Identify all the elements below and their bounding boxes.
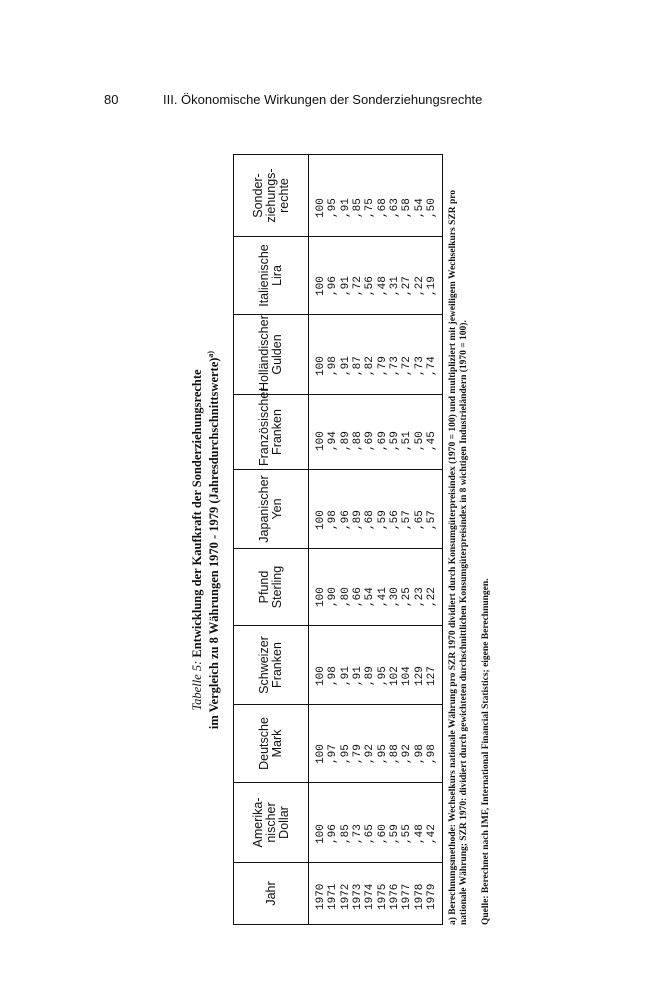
table-cell: 1975 [376, 883, 389, 910]
table-cell: ,66 [352, 587, 365, 607]
col-header-szr: Sonder-ziehungs-rechte [234, 155, 309, 237]
table-cell: ,91 [352, 666, 365, 686]
table-cell: ,94 [327, 431, 340, 451]
table-cell: 100 [315, 824, 328, 844]
table-cell: ,42 [425, 824, 438, 844]
table-cell: ,56 [364, 276, 377, 296]
col-header-usd: Amerika-nischer Dollar [234, 783, 309, 863]
purchasing-power-table [233, 154, 443, 925]
table-cell: ,54 [413, 198, 426, 218]
table-cell: ,73 [413, 356, 426, 376]
table-cell: 1973 [352, 883, 365, 910]
col-header-jahr: Jahr [234, 863, 309, 925]
table-cell: ,72 [401, 356, 414, 376]
table-cell: ,75 [364, 198, 377, 218]
table-cell: 1978 [413, 883, 426, 910]
table-cell: ,57 [401, 510, 414, 530]
table-subtitle: im Vergleich zu 8 Währungen 1970 - 1979 (Jahresdurchschnittswerte) [207, 357, 222, 730]
table-cell: ,41 [376, 587, 389, 607]
itl-column-cells [315, 237, 438, 296]
table-cell: ,98 [327, 356, 340, 376]
table-cell: 100 [315, 587, 328, 607]
footnote-a: a) Berechnungsmethode: Wechselkurs nationale Währung pro SZR 1970 dividiert durch Konsumgüterpreisindex (1970 = 100) und multipliziert mit jeweiligem Wechselkurs SZR pro nationale Währung; SZR 1970: dividiert durch gewichteten durchschnittlichen Konsumgüterpreisindex in 8 wichtigen Industrieländern (1970 = 100). [448, 189, 469, 925]
table-cell: ,79 [376, 356, 389, 376]
table-cell: ,74 [425, 356, 438, 376]
table-cell: ,89 [352, 510, 365, 530]
table-cell: 129 [413, 666, 426, 686]
table-cell: ,69 [364, 431, 377, 451]
table-cell: ,31 [388, 276, 401, 296]
table-cell: 1976 [388, 883, 401, 910]
usd-column-cells [315, 783, 438, 844]
table-cell: 102 [388, 666, 401, 686]
table-cell: ,23 [413, 587, 426, 607]
table-cell: ,63 [388, 198, 401, 218]
chf-column-cells [315, 626, 438, 686]
col-header-gbp: Pfund Sterling [234, 549, 309, 626]
table-cell: ,60 [376, 824, 389, 844]
table-cell: ,95 [339, 744, 352, 764]
table-cell: ,98 [327, 510, 340, 530]
table-cell: ,69 [376, 431, 389, 451]
table-cell: ,56 [388, 510, 401, 530]
table-cell: ,45 [425, 431, 438, 451]
table-cell: ,98 [413, 744, 426, 764]
table-cell: 100 [315, 356, 328, 376]
year-column-cells [315, 863, 438, 910]
table-cell: ,96 [327, 824, 340, 844]
table-cell: ,22 [413, 276, 426, 296]
table-cell: ,91 [339, 356, 352, 376]
table-cell: 100 [315, 666, 328, 686]
col-header-jpy: Japanischer Yen [234, 470, 309, 549]
table-cell: ,88 [352, 431, 365, 451]
table-cell: ,48 [413, 824, 426, 844]
table-label: Tabelle 5: [190, 660, 204, 711]
chapter-title: III. Ökonomische Wirkungen der Sonderziehungsrechte [163, 92, 483, 107]
table-cell: 1971 [327, 883, 340, 910]
col-header-dm: Deutsche Mark [234, 705, 309, 783]
table-cell: ,57 [425, 510, 438, 530]
table-cell: ,95 [327, 198, 340, 218]
table-cell: 100 [315, 744, 328, 764]
table-cell: 127 [425, 666, 438, 686]
table-caption [190, 155, 221, 925]
page-number: 80 [104, 92, 119, 107]
jpy-column-cells [315, 470, 438, 530]
table-cell: ,27 [401, 276, 414, 296]
table-cell: ,79 [352, 744, 365, 764]
footnote-marker: a) [206, 350, 215, 358]
table-cell: ,95 [376, 744, 389, 764]
table-cell: ,82 [364, 356, 377, 376]
table-cell: ,59 [388, 431, 401, 451]
table-cell: ,58 [401, 198, 414, 218]
nlg-column-cells [315, 315, 438, 376]
table-cell: ,54 [364, 587, 377, 607]
col-header-frf: Französischer Franken [234, 395, 309, 470]
table-cell: ,98 [327, 666, 340, 686]
table-cell: ,55 [401, 824, 414, 844]
table-cell: ,65 [413, 510, 426, 530]
table-cell: 100 [315, 198, 328, 218]
table-cell: ,88 [388, 744, 401, 764]
table-cell: ,87 [352, 356, 365, 376]
table-cell: 100 [315, 276, 328, 296]
dm-column-cells [315, 705, 438, 764]
table-cell: 1977 [401, 883, 414, 910]
source-note: Quelle: Berechnet nach IMF, International Financial Statistics; eigene Berechnungen. [480, 578, 491, 925]
frf-column-cells [315, 395, 438, 451]
table-cell: ,91 [339, 276, 352, 296]
table-footnotes [448, 155, 491, 925]
table-cell: ,96 [339, 510, 352, 530]
table-cell: ,22 [425, 587, 438, 607]
table-cell: ,59 [376, 510, 389, 530]
table-cell: ,85 [352, 198, 365, 218]
col-header-itl: Italienische Lira [234, 237, 309, 315]
col-header-nlg: Holländischer Gulden [234, 315, 309, 395]
gbp-column-cells [315, 549, 438, 607]
table-cell: ,90 [327, 587, 340, 607]
table-cell: ,51 [401, 431, 414, 451]
table-cell: ,85 [339, 824, 352, 844]
table-cell: ,68 [364, 510, 377, 530]
rotated-table-block [190, 155, 560, 925]
table-cell: ,48 [376, 276, 389, 296]
table-cell: ,19 [425, 276, 438, 296]
table-cell: 1970 [315, 883, 328, 910]
table-cell: ,97 [327, 744, 340, 764]
table-cell: ,50 [425, 198, 438, 218]
table-cell: 104 [401, 666, 414, 686]
table-cell: 100 [315, 431, 328, 451]
table-cell: ,89 [339, 431, 352, 451]
table-cell: ,73 [388, 356, 401, 376]
table-cell: ,50 [413, 431, 426, 451]
table-cell: ,98 [425, 744, 438, 764]
table-cell: ,65 [364, 824, 377, 844]
table-cell: ,92 [364, 744, 377, 764]
table-cell: ,68 [376, 198, 389, 218]
table-cell: ,59 [388, 824, 401, 844]
table-cell: ,92 [401, 744, 414, 764]
table-cell: ,25 [401, 587, 414, 607]
table-cell: ,91 [339, 666, 352, 686]
table-cell: ,96 [327, 276, 340, 296]
szr-column-cells [315, 155, 438, 218]
table-cell: ,95 [376, 666, 389, 686]
table-body-row [309, 155, 443, 925]
table-cell: ,30 [388, 587, 401, 607]
table-cell: 1979 [425, 883, 438, 910]
table-cell: ,89 [364, 666, 377, 686]
table-cell: 100 [315, 510, 328, 530]
col-header-chf: Schweizer Franken [234, 626, 309, 705]
table-cell: 1972 [339, 883, 352, 910]
table-cell: ,72 [352, 276, 365, 296]
table-cell: 1974 [364, 883, 377, 910]
table-cell: ,80 [339, 587, 352, 607]
table-title: Entwicklung der Kaufkraft der Sonderziehungsrechte [190, 369, 204, 658]
page-header [0, 92, 650, 112]
table-cell: ,91 [339, 198, 352, 218]
table-cell: ,73 [352, 824, 365, 844]
